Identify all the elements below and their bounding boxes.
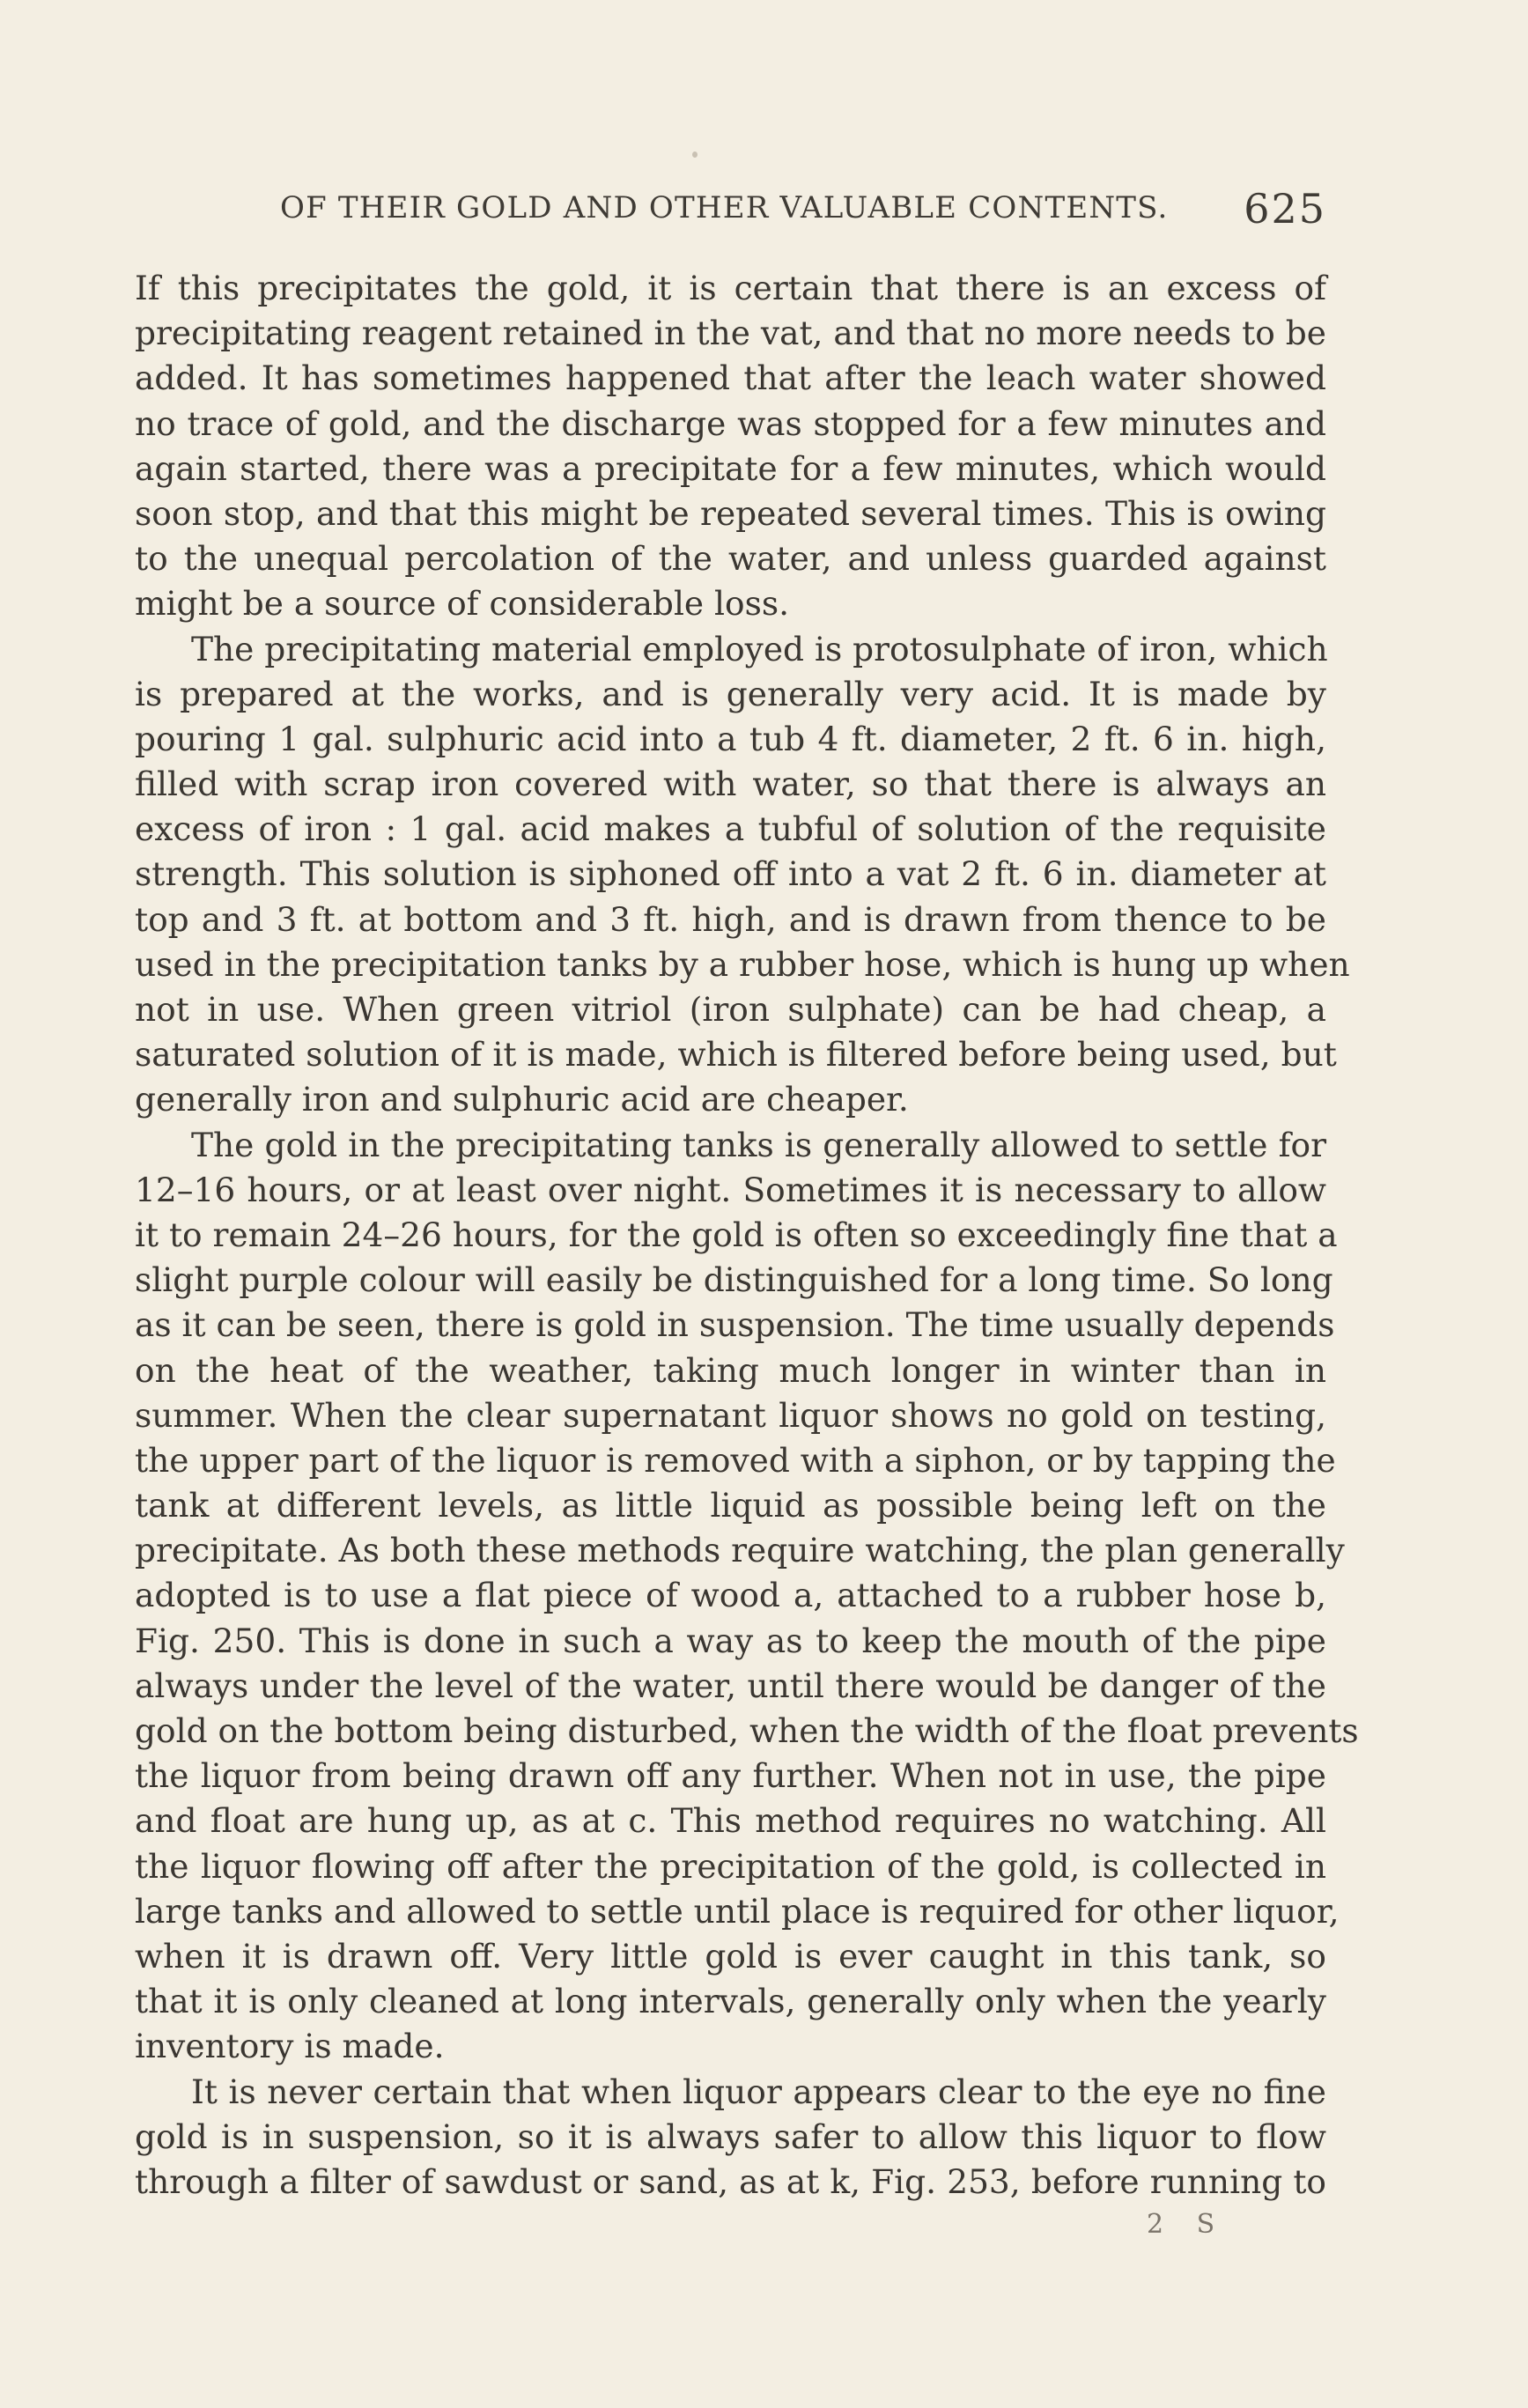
text-line: inventory is made. — [135, 2027, 445, 2066]
text-line: The precipitating material employed is protosulphate of iron, which — [191, 629, 1328, 668]
text-line: The gold in the precipitating tanks is generally allowed to settle for — [191, 1125, 1326, 1164]
signature-mark: 2 S — [1147, 2209, 1228, 2240]
paper-speck — [692, 151, 698, 158]
text-line: If this precipitates the gold, it is certain that there is an excess of — [135, 269, 1326, 307]
text-line: Fig. 250. This is done in such a way as to keep the mouth of the pipe — [135, 1621, 1326, 1660]
text-line: is prepared at the works, and is generally very acid. It is made by — [135, 674, 1326, 713]
text-line: to the unequal percolation of the water, and unless guarded against — [135, 539, 1326, 579]
text-line: the liquor flowing off after the precipitation of the gold, is collected in — [135, 1846, 1326, 1886]
text-line: it to remain 24–26 hours, for the gold is often so exceedingly fine that a — [135, 1215, 1338, 1254]
running-title: OF THEIR GOLD AND OTHER VALUABLE CONTENTS. — [280, 190, 1169, 225]
page-number: 625 — [1244, 185, 1326, 233]
text-line: added. It has sometimes happened that after the leach water showed — [135, 358, 1326, 398]
text-line: when it is drawn off. Very little gold is ever caught in this tank, so — [135, 1936, 1326, 1976]
text-line: and float are hung up, as at c. This method requires no watching. All — [135, 1801, 1326, 1841]
text-line: large tanks and allowed to settle until place is required for other liquor, — [135, 1891, 1340, 1931]
text-line: the liquor from being drawn off any further. When not in use, the pipe — [135, 1756, 1326, 1796]
text-line: always under the level of the water, until there would be danger of the — [135, 1666, 1326, 1705]
text-line: tank at different levels, as little liquid as possible being left on the — [135, 1486, 1326, 1525]
text-line: pouring 1 gal. sulphuric acid into a tub 4 ft. diameter, 2 ft. 6 in. high, — [135, 719, 1326, 758]
text-line: It is never certain that when liquor appears clear to the eye no fine — [191, 2072, 1326, 2111]
text-line: as it can be seen, there is gold in suspension. The time usually depends — [135, 1305, 1335, 1345]
text-line: gold is in suspension, so it is always safer to allow this liquor to flow — [135, 2116, 1326, 2156]
text-line: used in the precipitation tanks by a rubber hose, which is hung up when — [135, 944, 1350, 984]
text-line: saturated solution of it is made, which is filtered before being used, but — [135, 1035, 1337, 1075]
text-line: no trace of gold, and the discharge was stopped for a few minutes and — [135, 403, 1326, 443]
text-line: excess of iron : 1 gal. acid makes a tubful of solution of the requisite — [135, 809, 1326, 849]
text-line: top and 3 ft. at bottom and 3 ft. high, and is drawn from thence to be — [135, 899, 1326, 939]
text-line: not in use. When green vitriol (iron sulphate) can be had cheap, a — [135, 990, 1326, 1029]
running-header — [132, 185, 1326, 238]
text-line: summer. When the clear supernatant liquor shows no gold on testing, — [135, 1395, 1326, 1435]
body-text — [135, 266, 1359, 2205]
text-line: that it is only cleaned at long intervals, generally only when the yearly — [135, 1982, 1326, 2021]
text-line: through a filter of sawdust or sand, as at k, Fig. 253, before running to — [135, 2161, 1326, 2201]
text-line: gold on the bottom being disturbed, when the width of the float prevents — [135, 1711, 1359, 1750]
text-line: again started, there was a precipitate for a few minutes, which would — [135, 448, 1326, 488]
text-line: precipitating reagent retained in the vat, and that no more needs to be — [135, 314, 1326, 353]
text-line: precipitate. As both these methods require watching, the plan generally — [135, 1531, 1345, 1570]
text-line: slight purple colour will easily be distinguished for a long time. So long — [135, 1260, 1333, 1300]
text-line: might be a source of considerable loss. — [135, 584, 790, 624]
text-line: strength. This solution is siphoned off into a vat 2 ft. 6 in. diameter at — [135, 854, 1326, 894]
text-line: on the heat of the weather, taking much longer in winter than in — [135, 1350, 1326, 1390]
text-line: soon stop, and that this might be repeated several times. This is owing — [135, 493, 1326, 533]
text-line: the upper part of the liquor is removed with a siphon, or by tapping the — [135, 1440, 1336, 1480]
text-line: adopted is to use a flat piece of wood a, attached to a rubber hose b, — [135, 1576, 1326, 1615]
text-line: 12–16 hours, or at least over night. Sometimes it is necessary to allow — [135, 1170, 1326, 1209]
text-line: generally iron and sulphuric acid are cheaper. — [135, 1080, 909, 1119]
text-line: filled with scrap iron covered with water, so that there is always an — [135, 765, 1326, 804]
